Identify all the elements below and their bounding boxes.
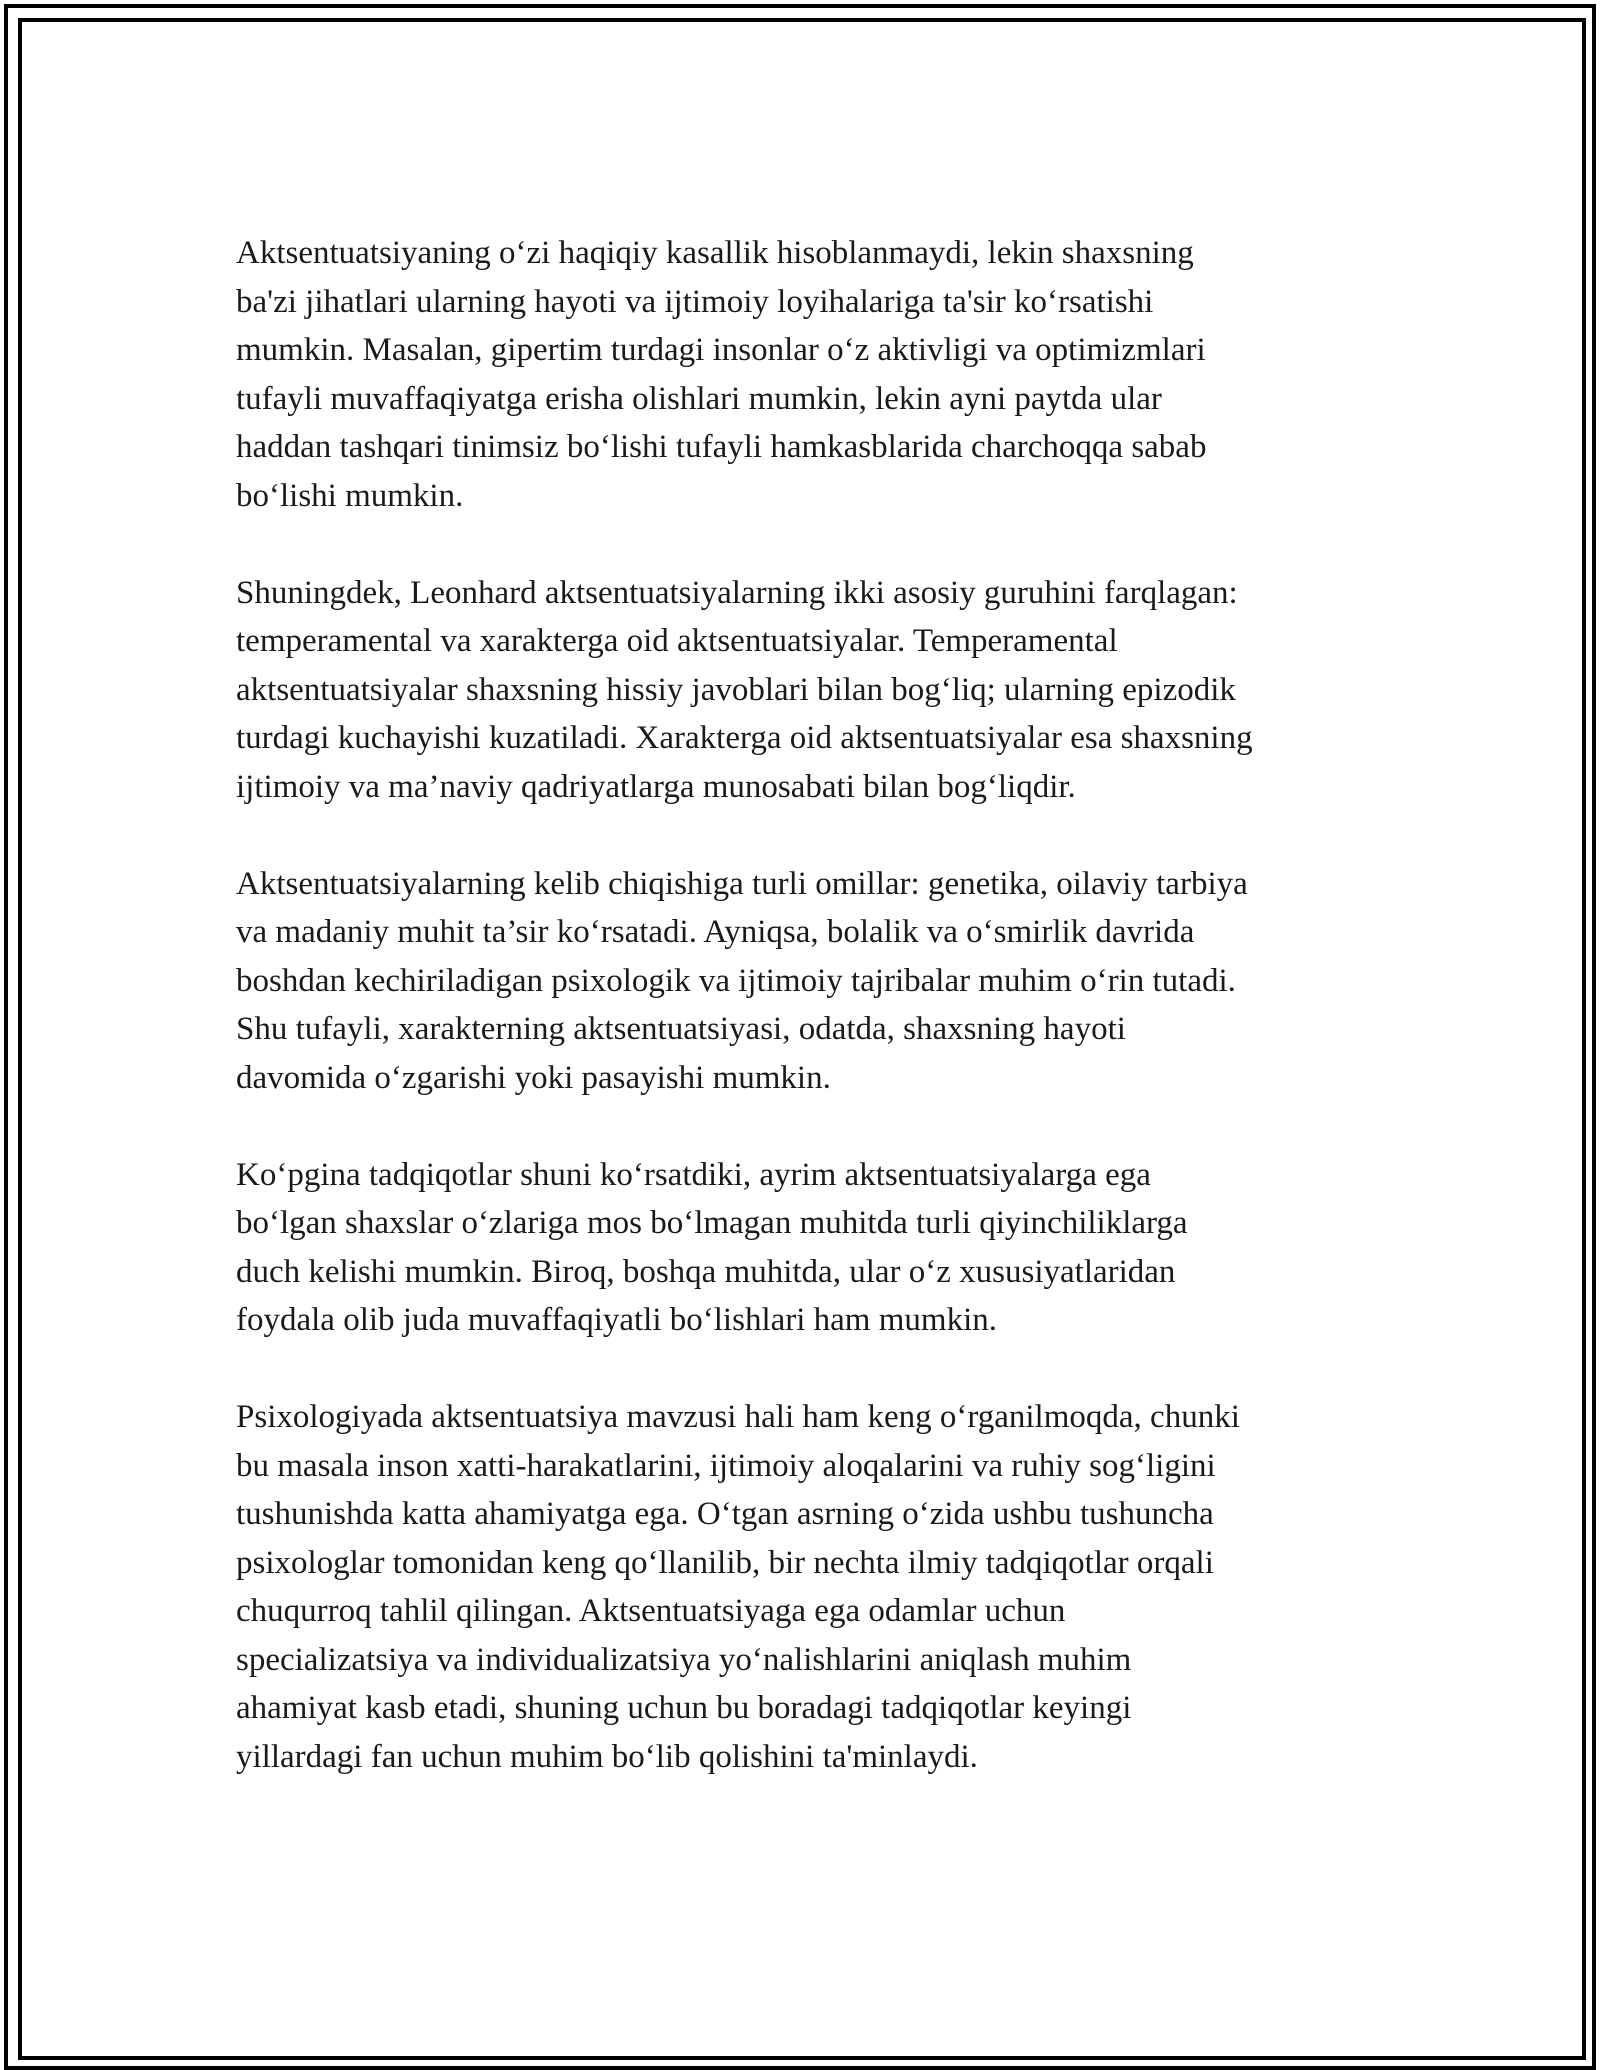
text-line: temperamental va xarakterga oid aktsentuatsiyalar. Temperamental [236, 623, 1118, 659]
text-line: tufayli muvaffaqiyatga erisha olishlari mumkin, lekin ayni paytda ular [236, 380, 1162, 417]
text-line: turdagi kuchayishi kuzatiladi. Xarakterga oid aktsentuatsiyalar esa shaxsning [236, 720, 1253, 756]
text-line: aktsentuatsiyalar shaxsning hissiy javoblari bilan bog‘liq; ularning epizodik [236, 671, 1236, 708]
paragraph [236, 229, 1396, 520]
paragraph [236, 569, 1396, 812]
paragraph [236, 1151, 1396, 1345]
text-line: Aktsentuatsiyaning o‘zi haqiqiy kasallik hisoblanmaydi, lekin shaxsning [236, 235, 1194, 271]
text-line: Shu tufayli, xarakterning aktsentuatsiyasi, odatda, shaxsning hayoti [236, 1011, 1126, 1047]
text-line: Shuningdek, Leonhard aktsentuatsiyalarning ikki asosiy guruhini farqlagan: [236, 574, 1238, 611]
document-body [236, 229, 1396, 1830]
text-line: mumkin. Masalan, gipertim turdagi insonlar o‘z aktivligi va optimizmlari [236, 332, 1206, 368]
text-line: psixologlar tomonidan keng qo‘llanilib, bir nechta ilmiy tadqiqotlar orqali [236, 1544, 1214, 1581]
text-line: boshdan kechiriladigan psixologik va ijtimoiy tajribalar muhim o‘rin tutadi. [236, 962, 1236, 999]
text-line: duch kelishi mumkin. Biroq, boshqa muhitda, ular o‘z xususiyatlaridan [236, 1253, 1176, 1290]
paragraph [236, 1393, 1396, 1781]
text-line: ahamiyat kasb etadi, shuning uchun bu boradagi tadqiqotlar keyingi [236, 1690, 1132, 1726]
text-line: tushunishda katta ahamiyatga ega. O‘tgan asrning o‘zida ushbu tushuncha [236, 1496, 1214, 1532]
text-line: davomida o‘zgarishi yoki pasayishi mumkin. [236, 1059, 831, 1096]
text-line: bo‘lishi mumkin. [236, 477, 464, 514]
text-line: Aktsentuatsiyalarning kelib chiqishiga turli omillar: genetika, oilaviy tarbiya [236, 865, 1248, 902]
text-line: ijtimoiy va ma’naviy qadriyatlarga munosabati bilan bog‘liqdir. [236, 768, 1076, 805]
text-line: Psixologiyada aktsentuatsiya mavzusi hali ham keng o‘rganilmoqda, chunki [236, 1399, 1240, 1435]
text-line: Ko‘pgina tadqiqotlar shuni ko‘rsatdiki, ayrim aktsentuatsiyalarga ega [236, 1156, 1151, 1193]
text-line: bo‘lgan shaxslar o‘zlariga mos bo‘lmagan muhitda turli qiyinchiliklarga [236, 1205, 1188, 1241]
text-line: bu masala inson xatti-harakatlarini, ijtimoiy aloqalarini va ruhiy sog‘ligini [236, 1447, 1216, 1484]
text-line: chuqurroq tahlil qilingan. Aktsentuatsiyaga ega odamlar uchun [236, 1593, 1066, 1629]
paragraph [236, 860, 1396, 1103]
text-line: haddan tashqari tinimsiz bo‘lishi tufayli hamkasblarida charchoqqa sabab [236, 429, 1207, 465]
text-line: yillardagi fan uchun muhim bo‘lib qolishini ta'minlaydi. [236, 1738, 978, 1775]
text-line: va madaniy muhit ta’sir ko‘rsatadi. Ayniqsa, bolalik va o‘smirlik davrida [236, 914, 1195, 950]
text-line: ba'zi jihatlari ularning hayoti va ijtimoiy loyihalariga ta'sir ko‘rsatishi [236, 283, 1154, 320]
text-line: specializatsiya va individualizatsiya yo‘nalishlarini aniqlash muhim [236, 1641, 1132, 1678]
text-line: foydala olib juda muvaffaqiyatli bo‘lishlari ham mumkin. [236, 1302, 997, 1338]
